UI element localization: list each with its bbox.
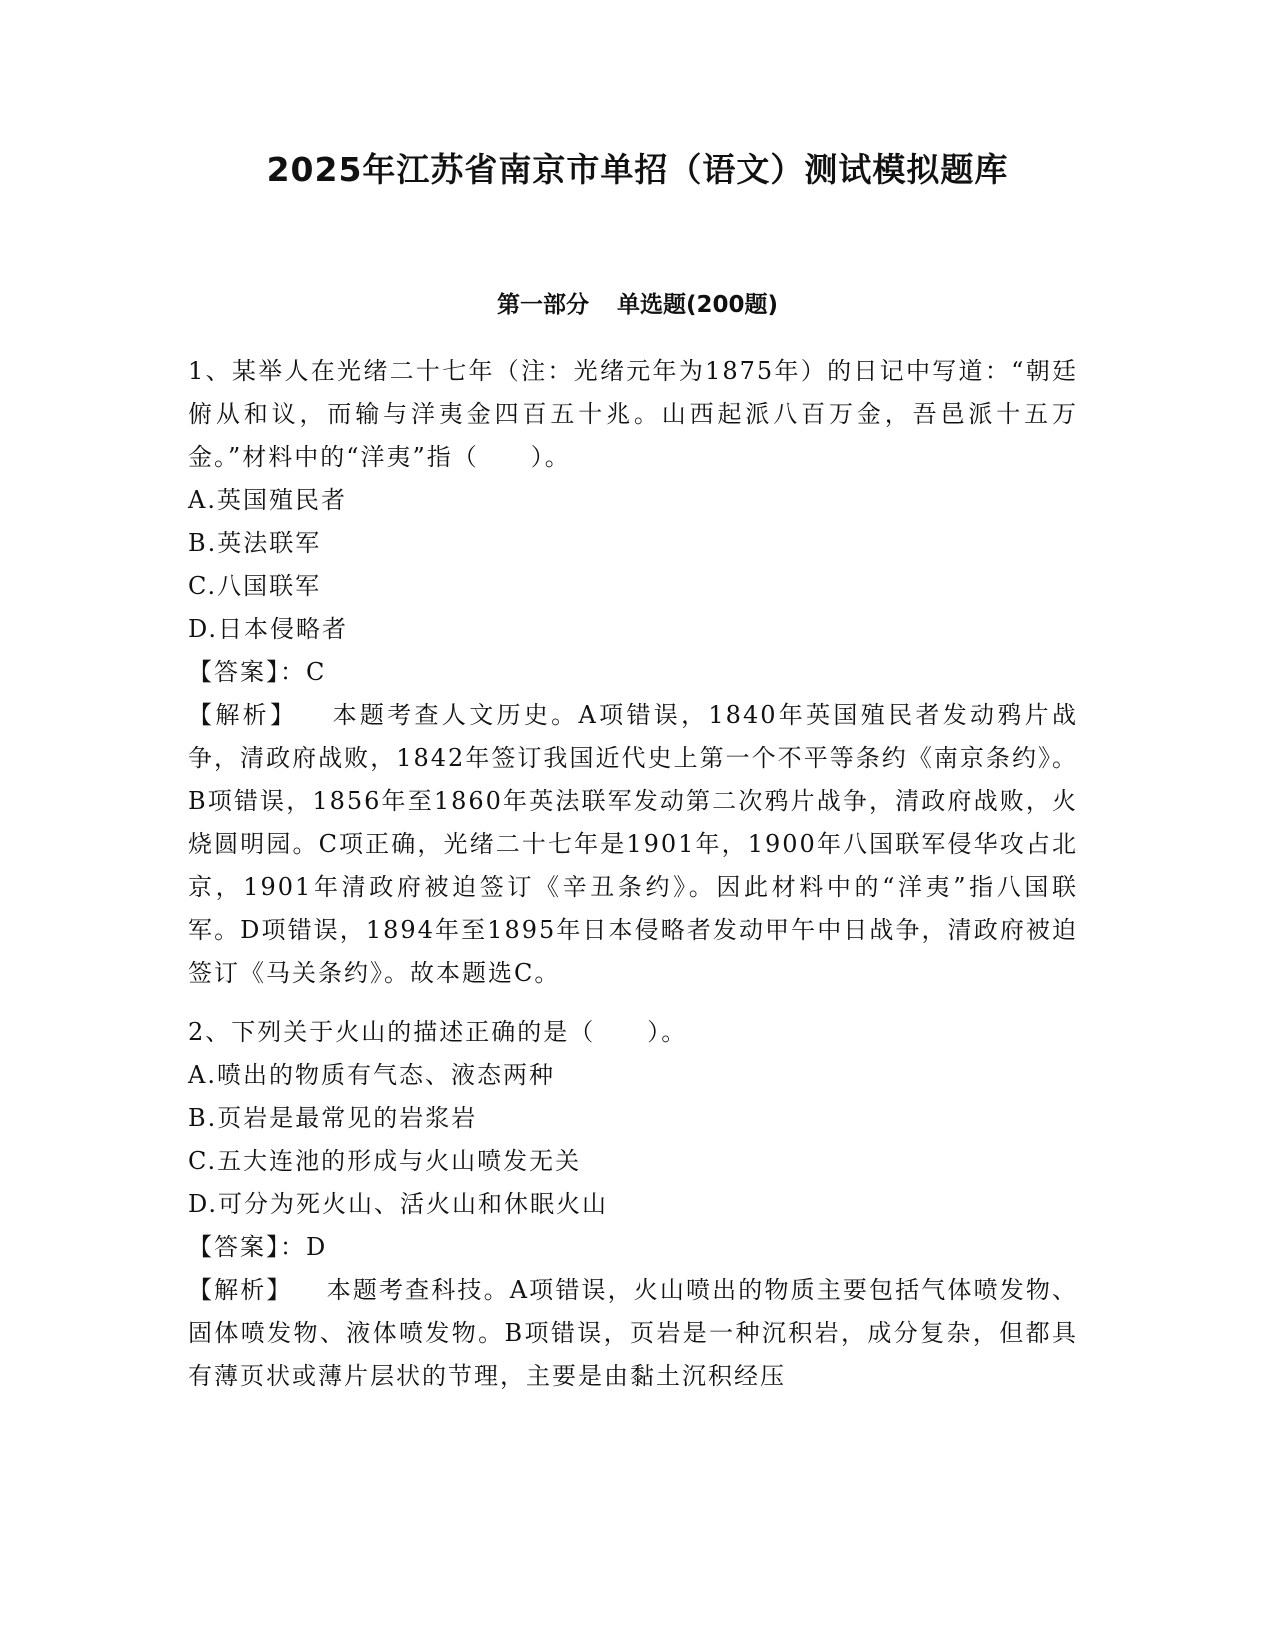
section-name: 单选题(200题) — [616, 292, 779, 318]
option-b: B.页岩是最常见的岩浆岩 — [188, 1104, 478, 1132]
analysis-text: 本题考查人文历史。A项错误，1840年英国殖民者发动鸦片战争，清政府战败，1842年签订我国近代史上第一个不平等条约《南京条约》。B项错误，1856年至1860年英法联军发动第二次鸦片战争，清政府战败，火烧圆明园。C项正确，光绪二十七年是1901年，1900年八国联军侵华攻占北京，1901年清政府被迫签订《辛丑条约》。因此材料中的“洋夷”指八国联军。D项错误，1894年至1895年日本侵略者发动甲午中日战争，清政府被迫签订《马关条约》。故本题选C。 — [188, 701, 1078, 987]
option-c: C.八国联军 — [188, 572, 322, 600]
answer-line — [188, 651, 1078, 694]
answer-label: 【答案】： — [188, 658, 306, 686]
analysis-paragraph — [188, 1269, 1078, 1398]
answer-value: D — [306, 1233, 328, 1261]
option-b: B.英法联军 — [188, 529, 322, 557]
answer-label: 【答案】： — [188, 1233, 306, 1261]
analysis-text: 本题考查科技。A项错误，火山喷出的物质主要包括气体喷发物、固体喷发物、液体喷发物。B项错误，页岩是一种沉积岩，成分复杂，但都具有薄页状或薄片层状的节理，主要是由黏土沉积经压 — [188, 1276, 1078, 1390]
option-a: A.英国殖民者 — [188, 486, 347, 514]
option-d: D.可分为死火山、活火山和休眠火山 — [188, 1190, 609, 1218]
document-title: 2025年江苏省南京市单招（语文）测试模拟题库 — [266, 150, 1009, 189]
question-1 — [188, 350, 1078, 995]
question-list — [188, 350, 1078, 1414]
answer-line — [188, 1226, 1078, 1269]
question-stem: 1、某举人在光绪二十七年（注：光绪元年为1875年）的日记中写道：“朝廷俯从和议，而输与洋夷金四百五十兆。山西起派八百万金，吾邑派十五万金。”材料中的“洋夷”指（ ）。 — [188, 357, 1078, 471]
analysis-label: 【解析】 — [188, 701, 298, 729]
option-c: C.五大连池的形成与火山喷发无关 — [188, 1147, 582, 1175]
answer-value: C — [306, 658, 327, 686]
question-stem: 2、下列关于火山的描述正确的是（ ）。 — [188, 1018, 688, 1046]
question-2 — [188, 1011, 1078, 1398]
analysis-paragraph — [188, 694, 1078, 995]
section-part: 第一部分 — [496, 292, 589, 318]
option-d: D.日本侵略者 — [188, 615, 349, 643]
option-a: A.喷出的物质有气态、液态两种 — [188, 1061, 555, 1089]
analysis-label: 【解析】 — [188, 1276, 293, 1304]
section-title — [0, 288, 1275, 322]
